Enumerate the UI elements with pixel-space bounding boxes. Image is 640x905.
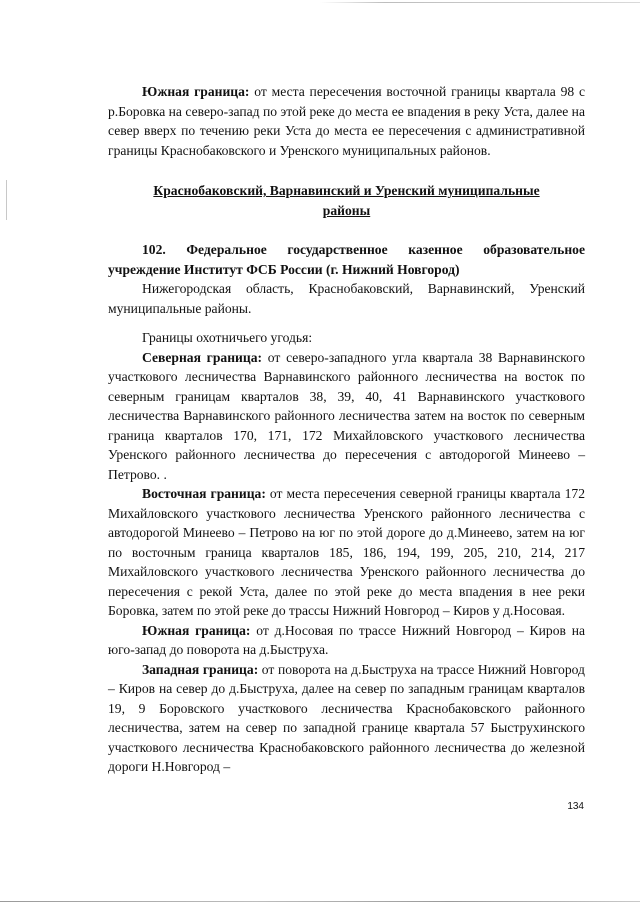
text-south-border-previous: от места пересечения восточной границы квартала 98 с р.Боровка на северо-запад по этой реке до места ее впадения в реку Уста, далее на север вверх по течению реки Уста до места ее пересечения с административной границы Краснобаковского и Уренского муниципальных районов. xyxy=(108,84,586,158)
scan-edge-left xyxy=(6,180,7,220)
label-south-border: Южная граница: xyxy=(142,622,251,638)
label-east-border: Восточная граница: xyxy=(142,486,266,501)
label-south-border-previous: Южная граница: xyxy=(142,84,250,99)
scan-edge-bottom xyxy=(0,901,640,902)
document-body xyxy=(108,82,585,777)
paragraph-south-border xyxy=(108,621,585,660)
borders-intro: Границы охотничьего угодья: xyxy=(142,330,313,345)
section-heading: Краснобаковский, Варнавинский и Уренский муниципальные районы xyxy=(153,183,540,218)
text-east-border: от места пересечения северной границы квартала 172 Михайловского участкового лесничества Уренского районного лесничества с автодорогой Минеево – Петрово на юг по этой дороге до д.Минеево, затем на юг по восточным граница кварталов 185, 186, 194, 199, 205, 210, 214, 217 Михайловского участкового лесничества Уренского районного лесничества до пересечения с рекой Уста, далее по этой реке до места впадения в нее реки Боровка, затем по этой реке до трассы Нижний Новгород – Киров у д.Носовая. xyxy=(108,486,585,618)
paragraph-west-border xyxy=(108,660,585,777)
text-south-border: от д.Носовая по трассе Нижний Новгород – Киров на юго-запад до поворота на д.Быструха. xyxy=(108,622,586,657)
text-north-border: от северо-западного угла квартала 38 Варнавинского участкового лесничества Варнавинского районного лесничества на восток по северным границам кварталов 38, 39, 40, 41 Варнавинского участкового лесничества Варнавинского районного лесничества затем на восток по северным граница кварталов 170, 171, 172 Михайловского участкового лесничества Уренского районного лесничества до пересечения с автодорогой Минеево – Петрово. . xyxy=(108,349,585,482)
paragraph-north-border xyxy=(108,348,585,485)
paragraph-east-border xyxy=(108,484,585,621)
entry-location: Нижегородская область, Краснобаковский, Варнавинский, Уренский муниципальные районы. xyxy=(108,281,585,316)
label-north-border: Северная граница: xyxy=(142,349,263,365)
text-west-border: от поворота на д.Быструха на трассе Нижний Новгород – Киров на север до д.Быструха, далее на север по западным границам кварталов 19, 9 Боровского участкового лесничества Краснобаковского районного лесничества, затем на север по западной границе квартала 57 Быструхинского участкового лесничества Краснобаковского районного лесничества до железной дороги Н.Новгород – xyxy=(108,661,585,774)
scan-edge-top xyxy=(0,2,640,3)
label-west-border: Западная граница: xyxy=(142,661,259,677)
paragraph-south-border-previous xyxy=(108,82,585,160)
entry-title: 102. Федеральное государственное казенное образовательное учреждение Институт ФСБ России (г. Нижний Новгород) xyxy=(108,242,585,277)
page-number: 134 xyxy=(567,801,584,812)
